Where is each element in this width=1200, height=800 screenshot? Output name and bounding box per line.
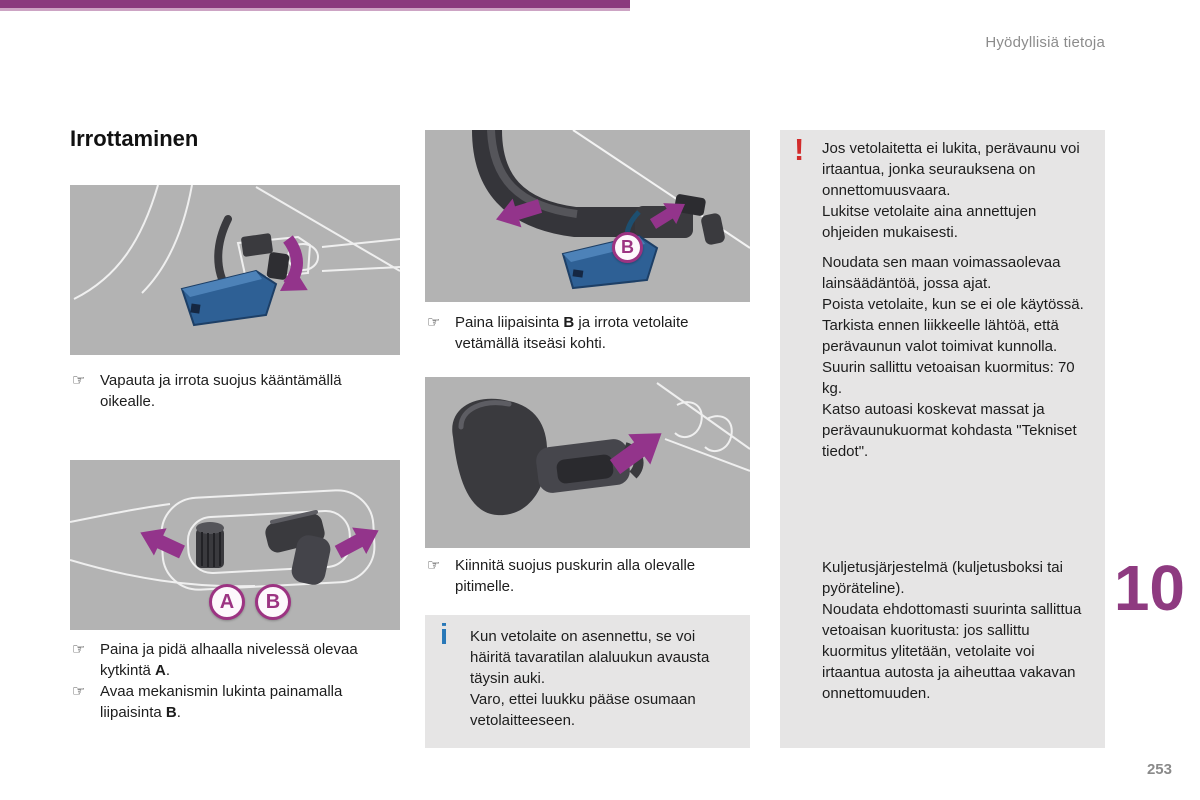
info-panel <box>425 615 750 748</box>
step-text-post: . <box>176 704 181 721</box>
warning-line: Katso autoasi koskevat massat ja perävaunukuormat kohdasta "Tekniset tiedot". <box>822 401 1077 460</box>
warning-icon: ! <box>794 132 805 167</box>
step-text-bold: A <box>155 662 166 679</box>
chapter-number: 10 <box>1113 552 1185 624</box>
warning-paragraph <box>822 252 1097 462</box>
step-text-post: ja irrota vetolaite vetämällä itseäsi kohti. <box>455 314 689 352</box>
page-number: 253 <box>1146 761 1172 778</box>
warning-panel <box>780 130 1105 748</box>
badge-b-label: B <box>621 237 634 257</box>
step-text <box>100 681 385 723</box>
step-text-pre: Paina liipaisinta <box>455 314 564 331</box>
switch-a-knob <box>196 522 224 568</box>
warning-line: Noudata ehdottomasti suurinta sallittua vetoaisan kuoritusta: jos sallittu kuormitus ylitetään, vetolaite voi irtaantua autosta ja aiheuttaa vakavan onnettomuuden. <box>822 601 1082 702</box>
section-title: Irrottaminen <box>70 126 199 151</box>
illustration-release-cover <box>70 185 400 355</box>
warning-line: Noudata sen maan voimassaolevaa lainsäädäntöä, jossa ajat. <box>822 254 1061 292</box>
step-text-post: . <box>165 662 171 679</box>
step-list <box>72 639 402 723</box>
warning-line: Kuljetusjärjestelmä (kuljetusboksi tai pyöräteline). <box>822 559 1063 597</box>
hand-pointer-icon: ☞ <box>72 682 86 700</box>
step-item <box>72 681 402 723</box>
warning-line: Jos vetolaitetta ei lukita, perävaunu voi irtaantua, jonka seurauksena on onnettomuusvaara. <box>822 140 1080 199</box>
info-text <box>470 626 738 731</box>
hand-pointer-icon: ☞ <box>427 556 441 574</box>
info-line: Kun vetolaite on asennettu, se voi häiritä tavaratilan alaluukun avausta täysin auki. <box>470 628 710 687</box>
illustration-press-trigger-b <box>425 130 750 302</box>
hand-pointer-icon: ☞ <box>72 371 86 389</box>
step-text <box>455 312 735 354</box>
warning-line: Lukitse vetolaite aina annettujen ohjeiden mukaisesti. <box>822 203 1037 241</box>
warning-line: Suurin sallittu vetoaisan kuormitus: 70 kg. <box>822 359 1075 397</box>
info-icon: i <box>440 619 449 651</box>
step-item <box>427 555 747 597</box>
badge-b <box>255 584 291 620</box>
warning-line: Tarkista ennen liikkeelle lähtöä, että perävaunun valot toimivat kunnolla. <box>822 317 1059 355</box>
step-text <box>100 639 385 681</box>
step-text: Kiinnitä suojus puskurin alla olevalle pitimelle. <box>455 557 696 595</box>
info-line: Varo, ettei luukku pääse osumaan vetolaitteeseen. <box>470 691 696 729</box>
warning-paragraph <box>822 557 1097 704</box>
step-text-pre: Avaa mekanismin lukinta painamalla liipaisinta <box>100 683 343 721</box>
warning-line: Poista vetolaite, kun se ei ole käytössä. <box>822 296 1084 313</box>
badge-b-label: B <box>265 590 281 613</box>
step-item <box>72 639 402 681</box>
badge-a-label: A <box>219 590 235 613</box>
chapter-color-bar <box>0 0 630 11</box>
hand-pointer-icon: ☞ <box>72 640 86 658</box>
step-item <box>72 370 392 412</box>
badge-b <box>612 232 643 263</box>
step-text: Vapauta ja irrota suojus kääntämällä oikealle. <box>100 372 342 410</box>
step-text-pre: Paina ja pidä alhaalla nivelessä olevaa kytkintä <box>100 641 358 679</box>
running-header: Hyödyllisiä tietoja <box>985 34 1105 51</box>
badge-a <box>209 584 245 620</box>
step-text-bold: B <box>563 314 575 331</box>
warning-text <box>822 138 1097 704</box>
warning-paragraph <box>822 138 1097 243</box>
illustration-attach-cover <box>425 377 750 548</box>
hand-pointer-icon: ☞ <box>427 313 441 331</box>
step-item <box>427 312 747 354</box>
step-text-bold: B <box>165 704 177 721</box>
